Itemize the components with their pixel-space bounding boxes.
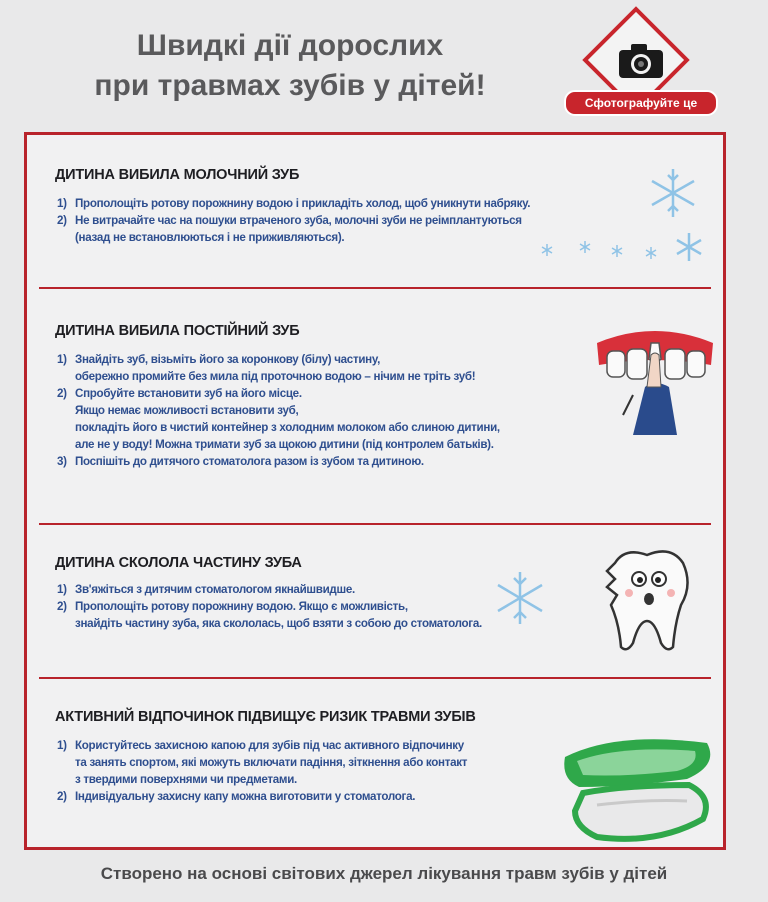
page-title bbox=[40, 26, 540, 106]
snowflake-icon bbox=[627, 165, 717, 275]
camera-icon bbox=[617, 42, 665, 80]
list-item: 1) Знайдіть зуб, візьміть його за коронкову (білу) частину, обережно промийте без мила під проточною водою – нічим не тріть зуб! bbox=[57, 353, 476, 383]
title-line-1: Швидкі дії дорослих bbox=[136, 29, 444, 62]
list-item: 2) Не витрачайте час на пошуки втраченого зуба, молочні зуби не реімплантуються (назад не встановлюються і не приживляються). bbox=[57, 214, 522, 244]
title-line-2: при травмах зубів у дітей! bbox=[94, 69, 486, 102]
section-list bbox=[57, 195, 530, 246]
tooth-icon bbox=[597, 543, 695, 655]
section-divider bbox=[39, 523, 711, 525]
section-list bbox=[57, 581, 482, 632]
section-list bbox=[57, 737, 467, 805]
section-title: ДИТИНА ВИБИЛА ПОСТІЙНИЙ ЗУБ bbox=[55, 323, 300, 339]
section-title: ДИТИНА ВИБИЛА МОЛОЧНИЙ ЗУБ bbox=[55, 167, 300, 183]
photo-badge bbox=[556, 12, 726, 122]
teeth-reimplant-icon bbox=[593, 325, 718, 435]
list-item: 1) Прополощіть ротову порожнину водою і прикладіть холод, щоб уникнути набряку. bbox=[57, 197, 531, 210]
snowflake-icon bbox=[487, 565, 553, 631]
list-item: 1) Користуйтесь захисною капою для зубів під час активного відпочинку та занять спортом, які можуть включати падіння, зіткнення або контакт з твердими поверхнями чи предметами. bbox=[57, 739, 468, 786]
list-item: 1) Зв'яжіться з дитячим стоматологом якнайшвидше. bbox=[57, 583, 355, 596]
content-frame bbox=[24, 132, 726, 850]
list-item: 2) Спробуйте встановити зуб на його місце. Якщо немає можливості встановити зуб, покладіть його в чистий контейнер з холодним молоком або слиною дитини, але не у воду! Можна тримати зуб за щокою дитини (під контролем батьків). bbox=[57, 387, 500, 451]
photo-label: Сфотографуйте це bbox=[564, 90, 718, 116]
section-divider bbox=[39, 677, 711, 679]
list-item: 2) Індивідуальну захисну капу можна виготовити у стоматолога. bbox=[57, 790, 416, 803]
mouthguard-icon bbox=[557, 735, 725, 853]
snowflake-icon bbox=[537, 235, 627, 265]
list-item: 2) Прополощіть ротову порожнину водою. Якщо є можливість, знайдіть частину зуба, яка скололась, щоб взяти з собою до стоматолога. bbox=[57, 600, 482, 630]
section-title: ДИТИНА СКОЛОЛА ЧАСТИНУ ЗУБА bbox=[55, 555, 302, 571]
section-title: АКТИВНИЙ ВІДПОЧИНОК ПІДВИЩУЄ РИЗИК ТРАВМИ ЗУБІВ bbox=[55, 709, 476, 725]
footer-note: Створено на основі світових джерел лікування травм зубів у дітей bbox=[100, 864, 668, 883]
section-list bbox=[57, 351, 500, 470]
list-item: 3) Поспішіть до дитячого стоматолога разом із зубом та дитиною. bbox=[57, 455, 424, 468]
section-divider bbox=[39, 287, 711, 289]
